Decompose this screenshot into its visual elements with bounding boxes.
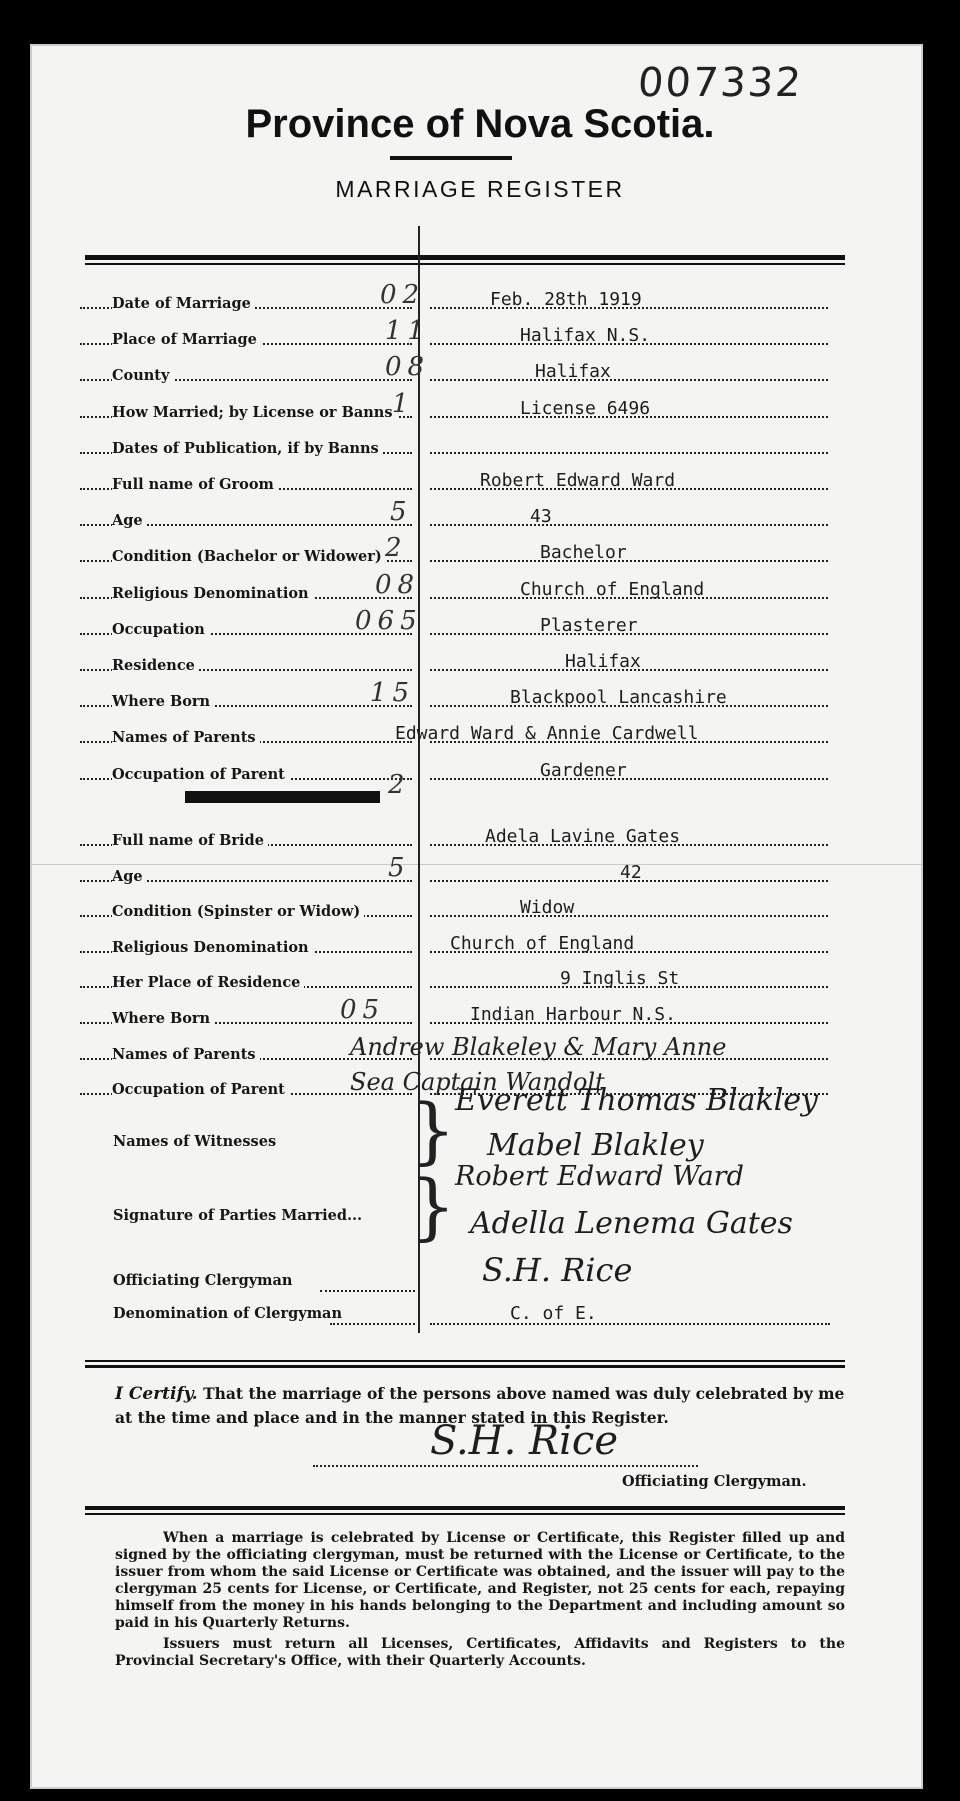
form-row xyxy=(80,278,860,314)
field-code: 15 xyxy=(370,678,416,709)
certificate-rule xyxy=(85,1360,845,1362)
field-value: Halifax xyxy=(565,651,641,672)
license-note: When a marriage is celebrated by License or Certificate, this Register filled up and signed by the officiating clergyman, must be returned with the License or Certificate, to the issuer from whom the said License or Certificate was obtained, and the issuer will pay to the clergyman 25 cents for License, or Certificate, and Register, not 25 cents for each, repaying himself from the money in his hands belonging to the Department and including amount so paid in his Quarterly Returns. xyxy=(115,1530,845,1631)
field-label: Occupation xyxy=(112,621,209,638)
field-code: 065 xyxy=(355,605,423,636)
field-label: Names of Parents xyxy=(112,729,260,746)
witness-signature-2: Mabel Blakley xyxy=(487,1128,704,1163)
field-value: Widow xyxy=(520,897,575,919)
field-value: Andrew Blakeley & Mary Anne xyxy=(350,1032,727,1061)
value-dots xyxy=(430,524,828,526)
denomination-label: Denomination of Clergyman xyxy=(113,1305,342,1322)
field-label: Age xyxy=(112,512,147,529)
field-value: Halifax N.S. xyxy=(520,325,651,347)
field-label: Occupation of Parent xyxy=(112,766,289,783)
officiating-signature: S.H. Rice xyxy=(482,1251,633,1289)
title-underline xyxy=(390,156,512,160)
form-row xyxy=(80,387,860,423)
certificate-rule-thick xyxy=(85,1365,845,1368)
field-value: Plasterer xyxy=(540,614,638,636)
field-value: Edward Ward & Annie Cardwell xyxy=(395,723,699,745)
field-code: 02 xyxy=(380,280,426,310)
form-row xyxy=(80,922,860,958)
form-row xyxy=(80,640,860,676)
form-row xyxy=(80,815,860,851)
field-value: Church of England xyxy=(450,932,635,954)
field-label: Condition (Spinster or Widow) xyxy=(112,903,364,920)
form-row xyxy=(80,459,860,495)
field-code: 2 xyxy=(385,533,408,564)
field-label: County xyxy=(112,367,173,384)
field-label: Residence xyxy=(112,657,199,674)
field-value: Bachelor xyxy=(540,542,627,564)
field-value: Indian Harbour N.S. xyxy=(470,1004,676,1025)
form-row xyxy=(80,749,860,785)
bride-signature: Adella Lenema Gates xyxy=(470,1206,793,1241)
field-code: 08 xyxy=(375,569,421,600)
form-row xyxy=(80,851,860,887)
field-code: 5 xyxy=(388,852,411,883)
form-row xyxy=(80,568,860,604)
certificate-lead: I Certify. xyxy=(115,1384,198,1404)
denomination-value: C. of E. xyxy=(510,1303,597,1324)
field-label: Where Born xyxy=(112,1010,214,1027)
field-value: Feb. 28th 1919 xyxy=(490,289,642,310)
denomination-dots-right xyxy=(430,1323,830,1325)
notes-rule-thin xyxy=(85,1513,845,1515)
header-rule-thin xyxy=(85,263,845,265)
value-dots xyxy=(430,915,828,917)
parties-brace: } xyxy=(410,1164,456,1248)
field-value: License 6496 xyxy=(520,397,651,419)
field-code: 11 xyxy=(385,316,431,347)
certificate-text: That the marriage of the persons above named was duly celebrated by me at the time and place and in the manner stated in this Register. xyxy=(115,1384,845,1427)
field-value: Adela Lavine Gates xyxy=(485,826,681,847)
form-row xyxy=(80,712,860,748)
value-dots xyxy=(430,778,828,780)
parties-label: Signature of Parties Married... xyxy=(113,1207,363,1224)
officiating-dots xyxy=(320,1290,415,1292)
field-label: Religious Denomination xyxy=(112,585,313,602)
field-code: 5 xyxy=(390,497,413,528)
return-note: Issuers must return all Licenses, Certificates, Affidavits and Registers to the Provincial Secretary's Office, with their Quarterly Accounts. xyxy=(115,1636,845,1669)
field-label: Dates of Publication, if by Banns xyxy=(112,440,383,457)
form-row xyxy=(80,604,860,640)
certificate-signature: S.H. Rice xyxy=(430,1418,618,1464)
witness-signature-1: Everett Thomas Blakley xyxy=(455,1083,819,1118)
witnesses-brace: } xyxy=(410,1088,456,1172)
field-value: 42 xyxy=(620,861,642,883)
page-title: Province of Nova Scotia. xyxy=(245,102,715,146)
field-value: Sea Captain Wandolt xyxy=(350,1068,605,1097)
form-row xyxy=(80,957,860,993)
field-value: Gardener xyxy=(540,759,627,781)
field-value: 9 Inglis St xyxy=(560,968,680,990)
denomination-dots xyxy=(330,1323,415,1325)
field-label: Religious Denomination xyxy=(112,939,313,956)
form-row xyxy=(80,886,860,922)
header-rule xyxy=(85,255,845,260)
value-dots xyxy=(430,379,828,381)
field-value: Robert Edward Ward xyxy=(480,470,676,491)
form-row xyxy=(80,423,860,459)
officiating-label: Officiating Clergyman xyxy=(113,1272,293,1289)
field-label: Place of Marriage xyxy=(112,331,261,348)
field-value: Blackpool Lancashire xyxy=(510,687,727,709)
form-row xyxy=(80,350,860,386)
form-row xyxy=(80,993,860,1029)
field-label: Where Born xyxy=(112,693,214,710)
groom-signature: Robert Edward Ward xyxy=(455,1161,744,1192)
field-code: 08 xyxy=(385,352,431,383)
field-label: Names of Parents xyxy=(112,1046,260,1063)
register-subtitle: MARRIAGE REGISTER xyxy=(335,176,625,202)
document-number: 007332 xyxy=(636,60,805,106)
field-label: How Married; by License or Banns xyxy=(112,404,397,421)
field-label: Date of Marriage xyxy=(112,295,255,312)
field-code: 1 xyxy=(392,388,415,419)
field-value: Halifax xyxy=(535,361,611,383)
field-code: 05 xyxy=(340,995,386,1025)
field-value: Church of England xyxy=(520,578,705,600)
value-dots xyxy=(430,452,828,454)
field-label: Condition (Bachelor or Widower) xyxy=(112,548,386,565)
section-separator-bar xyxy=(185,791,380,803)
certificate-caption: Officiating Clergyman. xyxy=(622,1473,807,1490)
witnesses-label: Names of Witnesses xyxy=(113,1133,277,1150)
form-row xyxy=(80,314,860,350)
form-row xyxy=(80,676,860,712)
field-label: Occupation of Parent xyxy=(112,1081,289,1098)
separator-code: 2 xyxy=(388,770,411,800)
field-label: Full name of Groom xyxy=(112,476,278,493)
value-dots xyxy=(430,560,828,562)
field-label: Full name of Bride xyxy=(112,832,268,849)
form-row xyxy=(80,531,860,567)
form-row xyxy=(80,1029,860,1065)
field-label: Her Place of Residence xyxy=(112,974,304,991)
field-label: Age xyxy=(112,868,147,885)
form-row xyxy=(80,495,860,531)
field-value: 43 xyxy=(530,506,552,528)
notes-rule xyxy=(85,1506,845,1510)
certificate-signature-line xyxy=(313,1465,698,1467)
